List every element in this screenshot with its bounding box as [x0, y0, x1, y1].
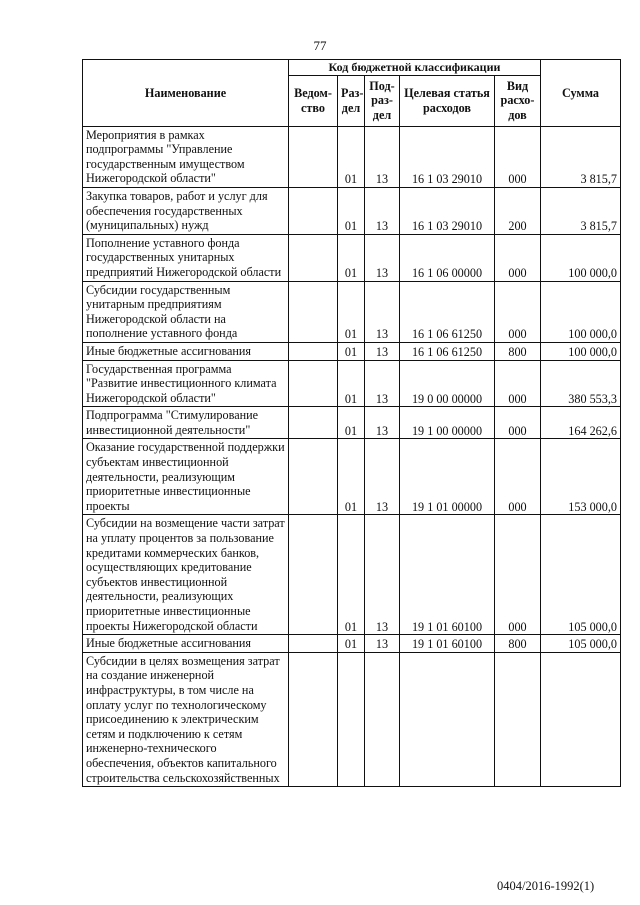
row-sum: [541, 652, 621, 786]
table-row: [83, 652, 621, 786]
row-expense-type: 800: [495, 342, 541, 360]
page-number: 77: [313, 38, 327, 53]
header-subsection: Под-раз-дел: [365, 75, 400, 126]
row-target: 16 1 06 61250: [400, 281, 495, 342]
row-target: 16 1 03 29010: [400, 187, 495, 234]
table-row: [83, 342, 621, 360]
row-target: [400, 652, 495, 786]
row-section: 01: [338, 187, 365, 234]
table-row: [83, 635, 621, 653]
row-department: [289, 126, 338, 187]
row-subsection: 13: [365, 439, 400, 515]
row-section: 01: [338, 439, 365, 515]
row-section: 01: [338, 281, 365, 342]
row-target: 19 1 01 60100: [400, 635, 495, 653]
row-name: Мероприятия в рамках подпрограммы "Управление государственным имуществом Нижегородской области": [83, 126, 289, 187]
row-department: [289, 515, 338, 635]
row-department: [289, 281, 338, 342]
row-subsection: 13: [365, 515, 400, 635]
table-row: [83, 407, 621, 439]
row-name: Субсидии на возмещение части затрат на уплату процентов за пользование кредитами коммерческих банков, осуществляющих кредитование субъектов инвестиционной деятельности, реализующих приоритетные инвестиционные проекты Нижегородской области: [83, 515, 289, 635]
row-subsection: 13: [365, 234, 400, 281]
row-subsection: 13: [365, 281, 400, 342]
row-subsection: 13: [365, 635, 400, 653]
row-subsection: 13: [365, 126, 400, 187]
row-sum: 164 262,6: [541, 407, 621, 439]
table-row: [83, 439, 621, 515]
row-name: Субсидии государственным унитарным предприятиям Нижегородской области на пополнение уставного фонда: [83, 281, 289, 342]
row-expense-type: 000: [495, 360, 541, 407]
row-section: 01: [338, 635, 365, 653]
table-row: [83, 281, 621, 342]
row-subsection: [365, 652, 400, 786]
row-section: 01: [338, 515, 365, 635]
row-sum: 380 553,3: [541, 360, 621, 407]
document-code: 0404/2016-1992(1): [497, 879, 595, 893]
header-sum: Сумма: [541, 60, 621, 127]
row-section: [338, 652, 365, 786]
header-department: Ведом-ство: [289, 75, 338, 126]
table-header: [83, 60, 621, 127]
row-department: [289, 342, 338, 360]
row-name: Подпрограмма "Стимулирование инвестиционной деятельности": [83, 407, 289, 439]
row-target: 16 1 03 29010: [400, 126, 495, 187]
row-sum: 3 815,7: [541, 126, 621, 187]
row-department: [289, 439, 338, 515]
row-sum: 100 000,0: [541, 234, 621, 281]
row-target: 19 0 00 00000: [400, 360, 495, 407]
row-subsection: 13: [365, 342, 400, 360]
row-section: 01: [338, 234, 365, 281]
row-name: Иные бюджетные ассигнования: [83, 342, 289, 360]
header-target: Целевая статья расходов: [400, 75, 495, 126]
row-expense-type: [495, 652, 541, 786]
row-expense-type: 000: [495, 126, 541, 187]
row-expense-type: 000: [495, 407, 541, 439]
row-section: 01: [338, 407, 365, 439]
row-sum: 100 000,0: [541, 342, 621, 360]
row-expense-type: 000: [495, 515, 541, 635]
row-subsection: 13: [365, 407, 400, 439]
row-name: Государственная программа "Развитие инвестиционного климата Нижегородской области": [83, 360, 289, 407]
row-name: Закупка товаров, работ и услуг для обеспечения государственных (муниципальных) нужд: [83, 187, 289, 234]
row-department: [289, 407, 338, 439]
row-department: [289, 635, 338, 653]
row-name: Пополнение уставного фонда государственных унитарных предприятий Нижегородской области: [83, 234, 289, 281]
row-department: [289, 187, 338, 234]
row-target: 19 1 01 60100: [400, 515, 495, 635]
header-section: Раз-дел: [338, 75, 365, 126]
row-sum: 105 000,0: [541, 515, 621, 635]
row-target: 16 1 06 61250: [400, 342, 495, 360]
row-expense-type: 000: [495, 234, 541, 281]
row-section: 01: [338, 126, 365, 187]
row-sum: 153 000,0: [541, 439, 621, 515]
table-row: [83, 234, 621, 281]
row-target: 19 1 00 00000: [400, 407, 495, 439]
row-section: 01: [338, 342, 365, 360]
row-name: Оказание государственной поддержки субъектам инвестиционной деятельности, реализующим приоритетные инвестиционные проекты: [83, 439, 289, 515]
header-name: Наименование: [83, 60, 289, 127]
row-sum: 3 815,7: [541, 187, 621, 234]
row-department: [289, 652, 338, 786]
table-row: [83, 126, 621, 187]
row-expense-type: 000: [495, 439, 541, 515]
row-name: Иные бюджетные ассигнования: [83, 635, 289, 653]
table-body: [83, 126, 621, 787]
row-target: 19 1 01 00000: [400, 439, 495, 515]
row-section: 01: [338, 360, 365, 407]
row-subsection: 13: [365, 360, 400, 407]
row-department: [289, 360, 338, 407]
row-target: 16 1 06 00000: [400, 234, 495, 281]
header-expense-type: Вид расхо-дов: [495, 75, 541, 126]
row-department: [289, 234, 338, 281]
header-code-group: Код бюджетной классификации: [289, 60, 541, 76]
table-row: [83, 360, 621, 407]
table-row: [83, 187, 621, 234]
row-subsection: 13: [365, 187, 400, 234]
row-expense-type: 000: [495, 281, 541, 342]
row-sum: 100 000,0: [541, 281, 621, 342]
budget-table: [82, 59, 621, 787]
row-sum: 105 000,0: [541, 635, 621, 653]
row-expense-type: 200: [495, 187, 541, 234]
row-expense-type: 800: [495, 635, 541, 653]
table-row: [83, 515, 621, 635]
row-name: Субсидии в целях возмещения затрат на создание инженерной инфраструктуры, в том числе на оплату услуг по технологическому присоединению к электрическим сетям и подключению к сетям инженерно-технического обеспечения, объектов капитального строительства сельскохозяйственных: [83, 652, 289, 786]
